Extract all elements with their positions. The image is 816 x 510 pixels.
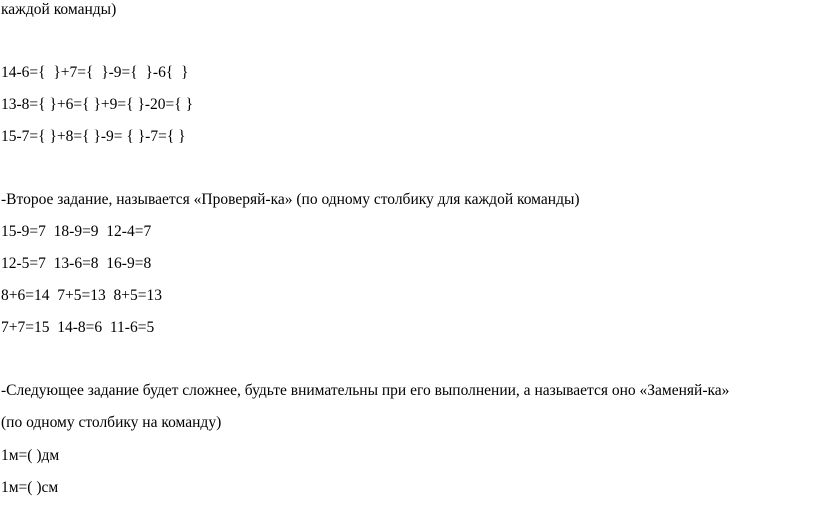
task2-row: 15-9=7 18-9=9 12-4=7 xyxy=(1,223,152,240)
task3-row: 1м=( )см xyxy=(1,479,59,496)
task1-row: 13-8={ }+6={ }+9={ }-20={ } xyxy=(1,96,194,113)
task2-row: 12-5=7 13-6=8 16-9=8 xyxy=(1,255,152,272)
task2-row: 7+7=15 14-8=6 11-6=5 xyxy=(1,319,155,336)
task2-heading: -Второе задание, называется «Проверяй-ка» (по одному столбику для каждой команды) xyxy=(1,191,580,208)
task3-subheading: (по одному столбику на команду) xyxy=(1,414,222,431)
task3-row: 1м=( )дм xyxy=(1,447,60,464)
intro-tail-text: каждой команды) xyxy=(1,1,117,18)
task2-row: 8+6=14 7+5=13 8+5=13 xyxy=(1,287,162,304)
task1-row: 14-6={ }+7={ }-9={ }-6{ } xyxy=(1,64,189,81)
task1-row: 15-7={ }+8={ }-9= { }-7={ } xyxy=(1,128,186,145)
task3-heading: -Следующее задание будет сложнее, будьте внимательны при его выполнении, а называется оно «Заменяй-ка» xyxy=(1,382,730,399)
